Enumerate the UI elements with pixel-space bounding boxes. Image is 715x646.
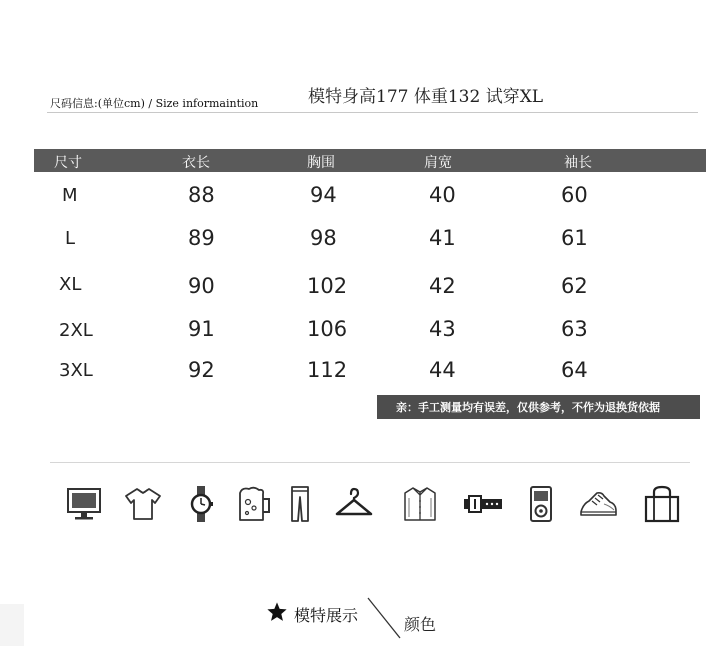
sneaker-icon bbox=[578, 484, 618, 524]
column-header-shoulder: 肩宽 bbox=[424, 155, 452, 171]
model-info: 模特身高177 体重132 试穿XL bbox=[308, 87, 544, 107]
size-info-label: 尺码信息:(单位cm) / Size informaintion bbox=[50, 97, 259, 110]
mug-icon bbox=[234, 484, 274, 524]
table-cell-size: XL bbox=[59, 274, 82, 295]
table-cell-size: M bbox=[62, 185, 78, 206]
column-header-length: 衣长 bbox=[182, 155, 210, 171]
music-player-icon bbox=[521, 484, 561, 524]
table-cell: 106 bbox=[307, 317, 348, 341]
watch-icon bbox=[181, 484, 221, 524]
table-cell: 44 bbox=[429, 358, 456, 382]
bag-icon bbox=[642, 484, 682, 524]
table-cell: 112 bbox=[307, 358, 348, 382]
column-header-size: 尺寸 bbox=[54, 155, 82, 171]
tshirt-icon bbox=[123, 484, 163, 524]
table-cell: 60 bbox=[561, 183, 588, 207]
table-cell: 92 bbox=[188, 358, 215, 382]
table-cell: 98 bbox=[310, 226, 337, 250]
table-cell: 88 bbox=[188, 183, 215, 207]
table-cell-size: L bbox=[65, 228, 76, 249]
table-cell: 42 bbox=[429, 274, 456, 298]
hanger-icon bbox=[334, 484, 374, 524]
table-cell-size: 2XL bbox=[59, 320, 93, 341]
column-header-sleeve: 袖长 bbox=[564, 155, 592, 171]
table-cell: 40 bbox=[429, 183, 456, 207]
measurement-note-banner bbox=[377, 395, 700, 419]
column-header-chest: 胸围 bbox=[307, 155, 335, 171]
edge-shade bbox=[0, 604, 24, 646]
table-cell: 64 bbox=[561, 358, 588, 382]
nav-divider bbox=[364, 596, 404, 640]
table-cell: 89 bbox=[188, 226, 215, 250]
table-cell: 41 bbox=[429, 226, 456, 250]
table-cell: 102 bbox=[307, 274, 348, 298]
header-divider bbox=[47, 112, 698, 113]
table-cell-size: 3XL bbox=[59, 360, 93, 381]
belt-icon bbox=[463, 484, 503, 524]
table-cell: 94 bbox=[310, 183, 337, 207]
table-header bbox=[34, 149, 706, 172]
star-icon bbox=[266, 601, 288, 623]
icons-divider bbox=[50, 462, 690, 463]
table-cell: 43 bbox=[429, 317, 456, 341]
pants-icon bbox=[280, 484, 320, 524]
table-cell: 91 bbox=[188, 317, 215, 341]
table-cell: 61 bbox=[561, 226, 588, 250]
table-cell: 62 bbox=[561, 274, 588, 298]
shirt-icon bbox=[400, 484, 440, 524]
table-cell: 90 bbox=[188, 274, 215, 298]
measurement-note: 亲：手工测量均有误差，仅供参考，不作为退换货依据 bbox=[396, 401, 660, 414]
table-cell: 63 bbox=[561, 317, 588, 341]
monitor-icon bbox=[64, 484, 104, 524]
nav-color[interactable]: 颜色 bbox=[404, 615, 437, 634]
nav-model-display[interactable]: 模特展示 bbox=[294, 606, 359, 625]
